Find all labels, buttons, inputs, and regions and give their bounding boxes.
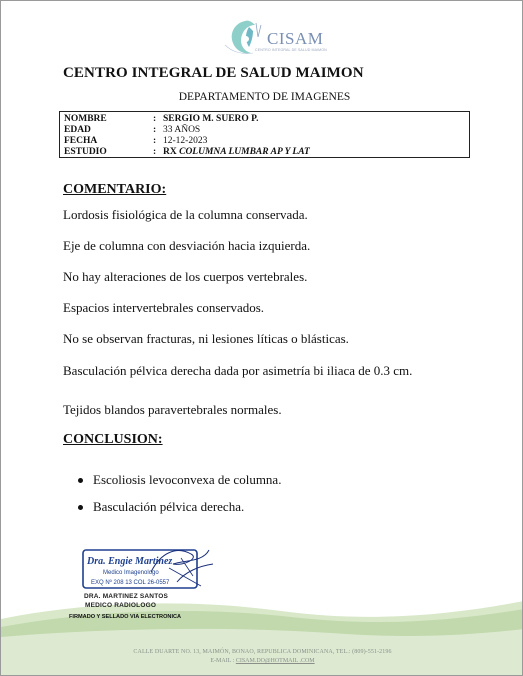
svg-text:EXQ Nº 208 13 COL 26-0557: EXQ Nº 208 13 COL 26-0557	[91, 580, 170, 586]
info-label: ESTUDIO	[64, 147, 107, 157]
report-title: CENTRO INTEGRAL DE SALUD MAIMON	[63, 65, 364, 81]
info-value-study: COLUMNA LUMBAR AP Y LAT	[179, 147, 310, 157]
footer-email-label: E-MAIL :	[210, 658, 235, 664]
comentario-line: Eje de columna con desviación hacia izquierda.	[63, 238, 311, 253]
comentario-heading: COMENTARIO:	[63, 182, 167, 197]
logo-subtext: CENTRO INTEGRAL DE SALUD MAIMON	[255, 48, 327, 52]
radiologist-title: MEDICO RADIOLOGO	[85, 602, 157, 609]
list-item	[77, 471, 281, 498]
conclusion-item-text: Escoliosis levoconvexa de columna.	[93, 472, 282, 487]
info-row-nombre	[64, 114, 469, 125]
signature-stamp	[81, 542, 217, 596]
conclusion-list	[77, 471, 281, 525]
info-colon: :	[153, 136, 157, 146]
comentario-line: Lordosis fisiológica de la columna conservada.	[63, 207, 308, 222]
bullet-icon	[78, 478, 83, 483]
info-colon: :	[153, 147, 157, 157]
patient-info-box	[59, 111, 470, 158]
footer-email-link[interactable]: CISAM.DO@HOTMAIL .COM	[235, 658, 315, 664]
footer-address: CALLE DUARTE NO. 13, MAIMÓN, BONAO, REPUBLICA DOMINICANA, TEL.: (809)-551-2196	[133, 649, 392, 655]
svg-text:Dra. Engie Martinez: Dra. Engie Martinez	[87, 556, 173, 567]
comentario-line: No hay alteraciones de los cuerpos vertebrales.	[63, 269, 308, 284]
conclusion-heading: CONCLUSION:	[63, 432, 163, 447]
info-value-prefix: RX	[163, 147, 177, 157]
info-row-edad	[64, 125, 469, 136]
info-label: FECHA	[64, 136, 98, 146]
info-label: NOMBRE	[64, 114, 107, 124]
comentario-line: Espacios intervertebrales conservados.	[63, 300, 265, 315]
bullet-icon	[78, 505, 83, 510]
info-row-estudio	[64, 147, 469, 158]
info-value: SERGIO M. SUERO P.	[163, 114, 259, 124]
electronic-signature-note: FIRMADO Y SELLADO VIA ELECTRONICA	[69, 614, 182, 620]
conclusion-item-text: Basculación pélvica derecha.	[93, 499, 245, 514]
department-label: DEPARTAMENTO DE IMAGENES	[178, 91, 351, 103]
svg-text:Medico Imagenologo: Medico Imagenologo	[103, 570, 159, 576]
info-value: 12-12-2023	[163, 136, 208, 146]
comentario-line: No se observan fracturas, ni lesiones líticas o blásticas.	[63, 331, 349, 346]
info-colon: :	[153, 114, 157, 124]
logo-wordmark: CISAM	[267, 29, 324, 48]
comentario-line: Tejidos blandos paravertebrales normales.	[63, 402, 282, 417]
info-row-fecha	[64, 136, 469, 147]
comentario-line: Basculación pélvica derecha dada por asimetría bi iliaca de 0.3 cm.	[63, 363, 413, 378]
footer-wave	[1, 597, 523, 676]
info-colon: :	[153, 125, 157, 135]
info-label: EDAD	[64, 125, 91, 135]
info-value: 33 AÑOS	[163, 125, 201, 135]
radiologist-name: DRA. MARTINEZ SANTOS	[84, 593, 169, 600]
footer-email-line	[1, 658, 523, 664]
list-item	[77, 498, 281, 525]
